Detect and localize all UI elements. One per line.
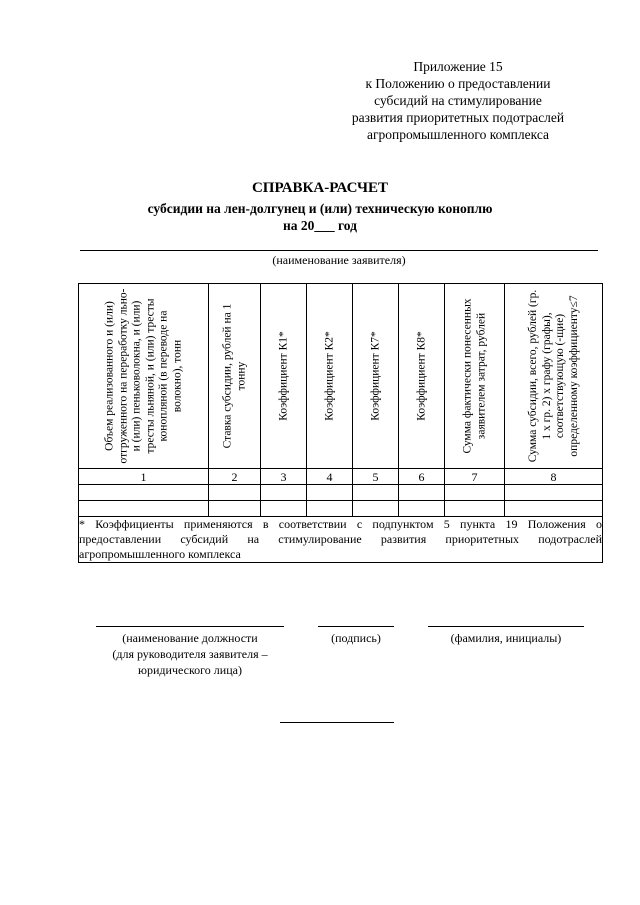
signature-line bbox=[318, 626, 394, 627]
table-cell[interactable] bbox=[399, 485, 445, 501]
applicant-name-line bbox=[80, 250, 598, 251]
footnote: * Коэффициенты применяются в соответствии с подпунктом 5 пункта 19 Положения о предоставлении субсидий на стимулирование развития приоритетных подотраслей агропромышленного комплекса bbox=[79, 517, 602, 561]
header-cell bbox=[209, 284, 261, 469]
table-cell[interactable] bbox=[353, 501, 399, 517]
column-number: 7 bbox=[445, 469, 505, 485]
column-number: 8 bbox=[505, 469, 603, 485]
column-number: 4 bbox=[307, 469, 353, 485]
subtitle-line-2: на 20___ год bbox=[282, 218, 357, 233]
document-title: СПРАВКА-РАСЧЕТ bbox=[251, 180, 389, 196]
column-number: 1 bbox=[79, 469, 209, 485]
table-cell[interactable] bbox=[505, 501, 603, 517]
calculation-table bbox=[78, 283, 603, 563]
header-cell bbox=[399, 284, 445, 469]
position-caption bbox=[96, 630, 284, 678]
header-rate: Ставка субсидии, рублей на 1 тонну bbox=[221, 303, 247, 449]
table-cell[interactable] bbox=[307, 485, 353, 501]
column-number: 3 bbox=[261, 469, 307, 485]
appendix-line: субсидий на стимулирование bbox=[374, 93, 542, 108]
column-number-row bbox=[79, 469, 603, 485]
position-caption-line: (для руководителя заявителя – bbox=[112, 647, 268, 661]
column-number: 2 bbox=[209, 469, 261, 485]
subtitle-line-1: субсидии на лен-долгунец и (или) техническую коноплю bbox=[147, 201, 493, 216]
position-caption-line: (наименование должности bbox=[122, 631, 258, 645]
table-row bbox=[79, 501, 603, 517]
table-cell[interactable] bbox=[209, 485, 261, 501]
header-k8: Коэффициент К8* bbox=[414, 331, 427, 421]
header-cell bbox=[307, 284, 353, 469]
applicant-caption: (наименование заявителя) bbox=[272, 253, 406, 267]
appendix-line: агропромышленного комплекса bbox=[367, 127, 549, 142]
header-volume: Объем реализованного и (или) отгруженного на переработку льно- и (или) пеньковолокна, и (или) тресты льняной, и (или) тресты конопляной (в переводе на волокно), тонн bbox=[103, 288, 183, 464]
table-cell[interactable] bbox=[261, 485, 307, 501]
header-cell bbox=[445, 284, 505, 469]
header-cell bbox=[261, 284, 307, 469]
table-cell[interactable] bbox=[307, 501, 353, 517]
table-cell[interactable] bbox=[399, 501, 445, 517]
position-caption-line: юридического лица) bbox=[138, 663, 242, 677]
column-number: 5 bbox=[353, 469, 399, 485]
appendix-block bbox=[318, 58, 598, 143]
position-line bbox=[96, 626, 284, 627]
header-row bbox=[79, 284, 603, 469]
header-costs: Сумма фактически понесенных заявителем затрат, рублей bbox=[461, 298, 487, 454]
footnote-row bbox=[79, 517, 603, 563]
table-cell[interactable] bbox=[261, 501, 307, 517]
name-caption: (фамилия, инициалы) bbox=[450, 631, 562, 645]
table-cell[interactable] bbox=[505, 485, 603, 501]
header-k2: Коэффициент К2* bbox=[322, 331, 335, 421]
header-cell bbox=[353, 284, 399, 469]
appendix-line: развития приоритетных подотраслей bbox=[351, 110, 565, 125]
header-k7: Коэффициент К7* bbox=[368, 331, 381, 421]
appendix-line: к Положению о предоставлении bbox=[365, 76, 551, 91]
bottom-line bbox=[280, 722, 394, 723]
header-subsidy-total: Сумма субсидии, всего, рублей (гр. 1 х гр. 2) х графу (графы), соответствующую (-щие) определенному коэффициенту≤7 bbox=[526, 289, 579, 463]
table-cell[interactable] bbox=[79, 501, 209, 517]
table-cell[interactable] bbox=[445, 485, 505, 501]
header-k1: Коэффициент К1* bbox=[276, 331, 289, 421]
table-cell[interactable] bbox=[79, 485, 209, 501]
table-cell[interactable] bbox=[209, 501, 261, 517]
document-subtitle bbox=[0, 200, 640, 234]
column-number: 6 bbox=[399, 469, 445, 485]
header-cell bbox=[505, 284, 603, 469]
table-row bbox=[79, 485, 603, 501]
header-cell bbox=[79, 284, 209, 469]
signature-caption: (подпись) bbox=[331, 631, 381, 645]
table-cell[interactable] bbox=[353, 485, 399, 501]
appendix-line: Приложение 15 bbox=[413, 59, 503, 74]
name-line bbox=[428, 626, 584, 627]
table-cell[interactable] bbox=[445, 501, 505, 517]
